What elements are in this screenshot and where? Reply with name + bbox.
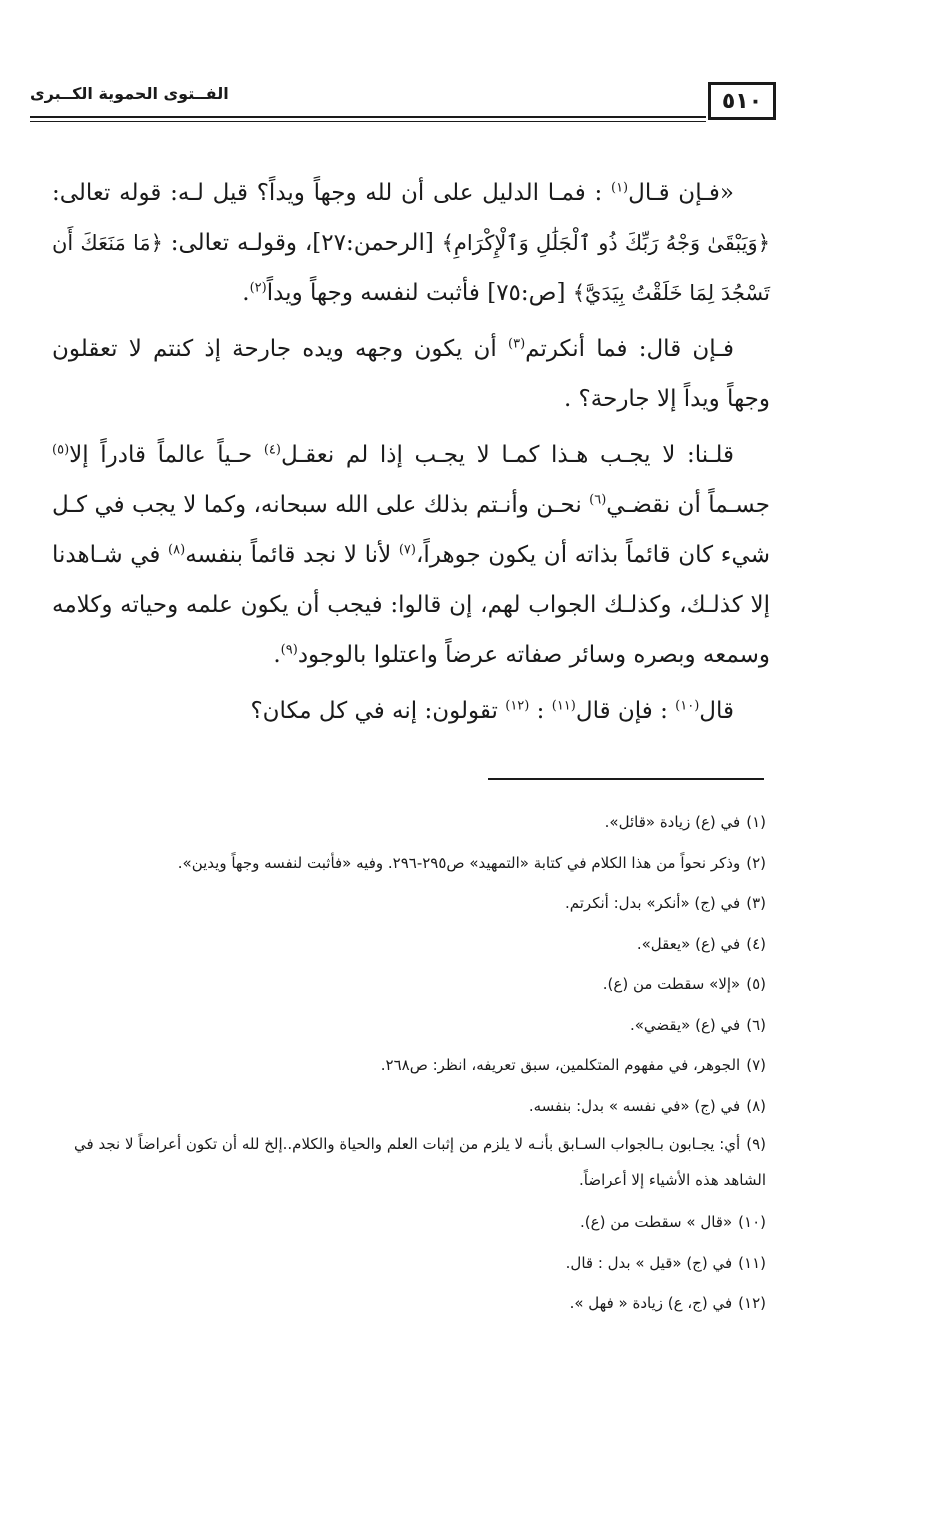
footnote-ref-4[interactable]: (٤) [263,442,281,458]
footnote-ref-3[interactable]: (٣) [508,336,526,352]
footnote-12 [40,1283,766,1324]
footnote-text: الجوهر، في مفهوم المتكلمين، سبق تعريفه، انظر: ص٢٦٨. [380,1056,741,1074]
text-run: «فـإن قـال [628,180,735,206]
footnote-ref-6[interactable]: (٦) [589,492,607,508]
text-run: [الرحمن:٢٧]، وقولـه تعالى: [162,230,442,256]
text-run: : فإن قال [575,698,676,724]
footnote-number: (٦) [746,1015,766,1034]
header-rule-thin [30,121,706,122]
footnote-number: (١) [746,813,766,831]
footnote-number: (٤) [746,934,766,953]
text-run: جسـماً أن نقضـي [606,492,770,518]
footnote-ref-5[interactable]: (٥) [52,442,70,458]
footnote-number: (٨) [746,1096,766,1115]
footnote-ref-2[interactable]: (٢) [249,280,267,296]
text-run: في شـاهدنا إلا كذلـك، وكذلـك الجواب لهم، إن قالوا: فيجب أن يكون علمه وحياته وكلامه وسمعه وبصره وسائر صفاته عرضاً واعتلوا بالوجود [52,542,770,668]
paragraph-2 [52,324,770,424]
footnote-text: في (ع) زيادة «قائل». [604,813,741,831]
footnote-number: (١١) [738,1253,766,1272]
footnote-4 [40,924,766,965]
footnote-text: في (ج) «قيل » بدل : قال. [565,1253,733,1272]
footnote-ref-12[interactable]: (١٢) [505,698,530,714]
paragraph-1 [52,168,770,318]
text-run: [ص:٧٥] فأثبت لنفسه وجهاً ويداً [266,280,573,306]
running-title: الفــتوى الحموية الكــبرى [30,84,229,103]
quran-verse-1: ﴿وَيَبْقَىٰ وَجْهُ رَبِّكَ ذُو ٱلْجَلَٰلِ وَٱلْإِكْرَامِ﴾ [441,231,770,255]
text-run: حـياً عالماً قادراً إلا [69,442,264,468]
footnote-text: «قال » سقطت من (ع). [580,1213,733,1231]
footnote-text: في (ج، ع) زيادة « فهل ». [569,1294,733,1312]
footnote-number: (٧) [746,1056,766,1074]
footnote-1 [40,802,766,843]
footnote-7 [40,1045,766,1086]
footnote-text: في (ع) «يعقل». [636,934,741,953]
footnote-text: في (ج) «في نفسه » بدل: بنفسه. [528,1096,741,1115]
footnotes [40,802,766,1324]
text-run: أن يكون وجهه ويده جارحة إذ كنتم لا تعقلون وجهاً ويداً إلا جارحة؟ . [52,336,770,412]
footnote-ref-7[interactable]: (٧) [398,542,416,558]
text-run: قلـنا: لا يجـب هـذا كمـا لا يجـب إذا لم نعقـل [280,442,734,468]
quran-verse-2: ﴿مَا مَنَعَكَ أَن تَسْجُدَ لِمَا خَلَقْتُ بِيَدَيَّ﴾ [52,231,770,305]
text-run: : فمـا الدليل على أن لله وجهاً ويداً؟ قيل لـه: قوله تعالى: [52,180,611,206]
footnote-ref-10[interactable]: (١٠) [675,698,700,714]
text-run: لأنا لا نجد قائماً بنفسه [185,542,399,568]
footnote-number: (١٢) [738,1294,766,1312]
footnote-text: في (ع) «يقضي». [629,1015,741,1034]
footnote-ref-1[interactable]: (١) [610,180,629,196]
paragraph-3 [52,430,770,680]
main-text [52,168,770,736]
text-run: فـإن قال: فما أنكرتم [525,336,734,362]
footnote-3 [40,883,766,924]
text-run: : [529,698,552,724]
footnote-text: وذكر نحواً من هذا الكلام في كتابة «التمهيد» ص٢٩٥-٢٩٦. وفيه «فأثبت لنفسه وجهاً ويدين». [177,853,741,872]
page-header [30,72,778,128]
footnote-text: في (ج) «أنكر» بدل: أنكرتم. [565,894,741,912]
paragraph-4 [52,686,770,736]
footnote-2 [40,843,766,884]
footnote-number: (٣) [746,894,766,912]
footnote-10 [40,1202,766,1243]
footnote-text: «إلا» سقطت من (ع). [602,975,741,993]
text-run: نحـن وأنـتم بذلك على الله سبحانه، وكما لا يجب في كـل شيء كان قائماً بذاته أن يكون جوهراً، [52,492,770,568]
text-run: قال [699,698,734,724]
footnote-6 [40,1005,766,1046]
footnote-number: (٥) [746,975,766,993]
footnote-number: (٩) [746,1135,766,1153]
text-run: . [273,642,281,668]
footnote-8 [40,1086,766,1127]
footnote-number: (٢) [746,853,766,872]
footnote-5 [40,964,766,1005]
page-number: ٥١٠ [708,82,776,120]
footnote-9 [40,1126,766,1198]
header-rule [30,116,706,118]
footnote-11 [40,1243,766,1284]
footnote-ref-9[interactable]: (٩) [280,642,298,658]
footnote-ref-11[interactable]: (١١) [551,698,576,714]
footnote-separator [488,778,764,780]
text-run: تقولون: إنه في كل مكان؟ [250,698,506,724]
footnote-ref-8[interactable]: (٨) [168,542,186,558]
footnote-text: أي: يجـابون بـالجواب السـابق بأنـه لا يلزم من إثبات العلم والحياة والكلام..إلخ لله أن تكون أعراضاً لا نجد في الشاهد هذه الأشياء إلا أعراضاً. [74,1135,766,1189]
footnote-number: (١٠) [738,1213,766,1231]
text-run: . [242,280,250,306]
